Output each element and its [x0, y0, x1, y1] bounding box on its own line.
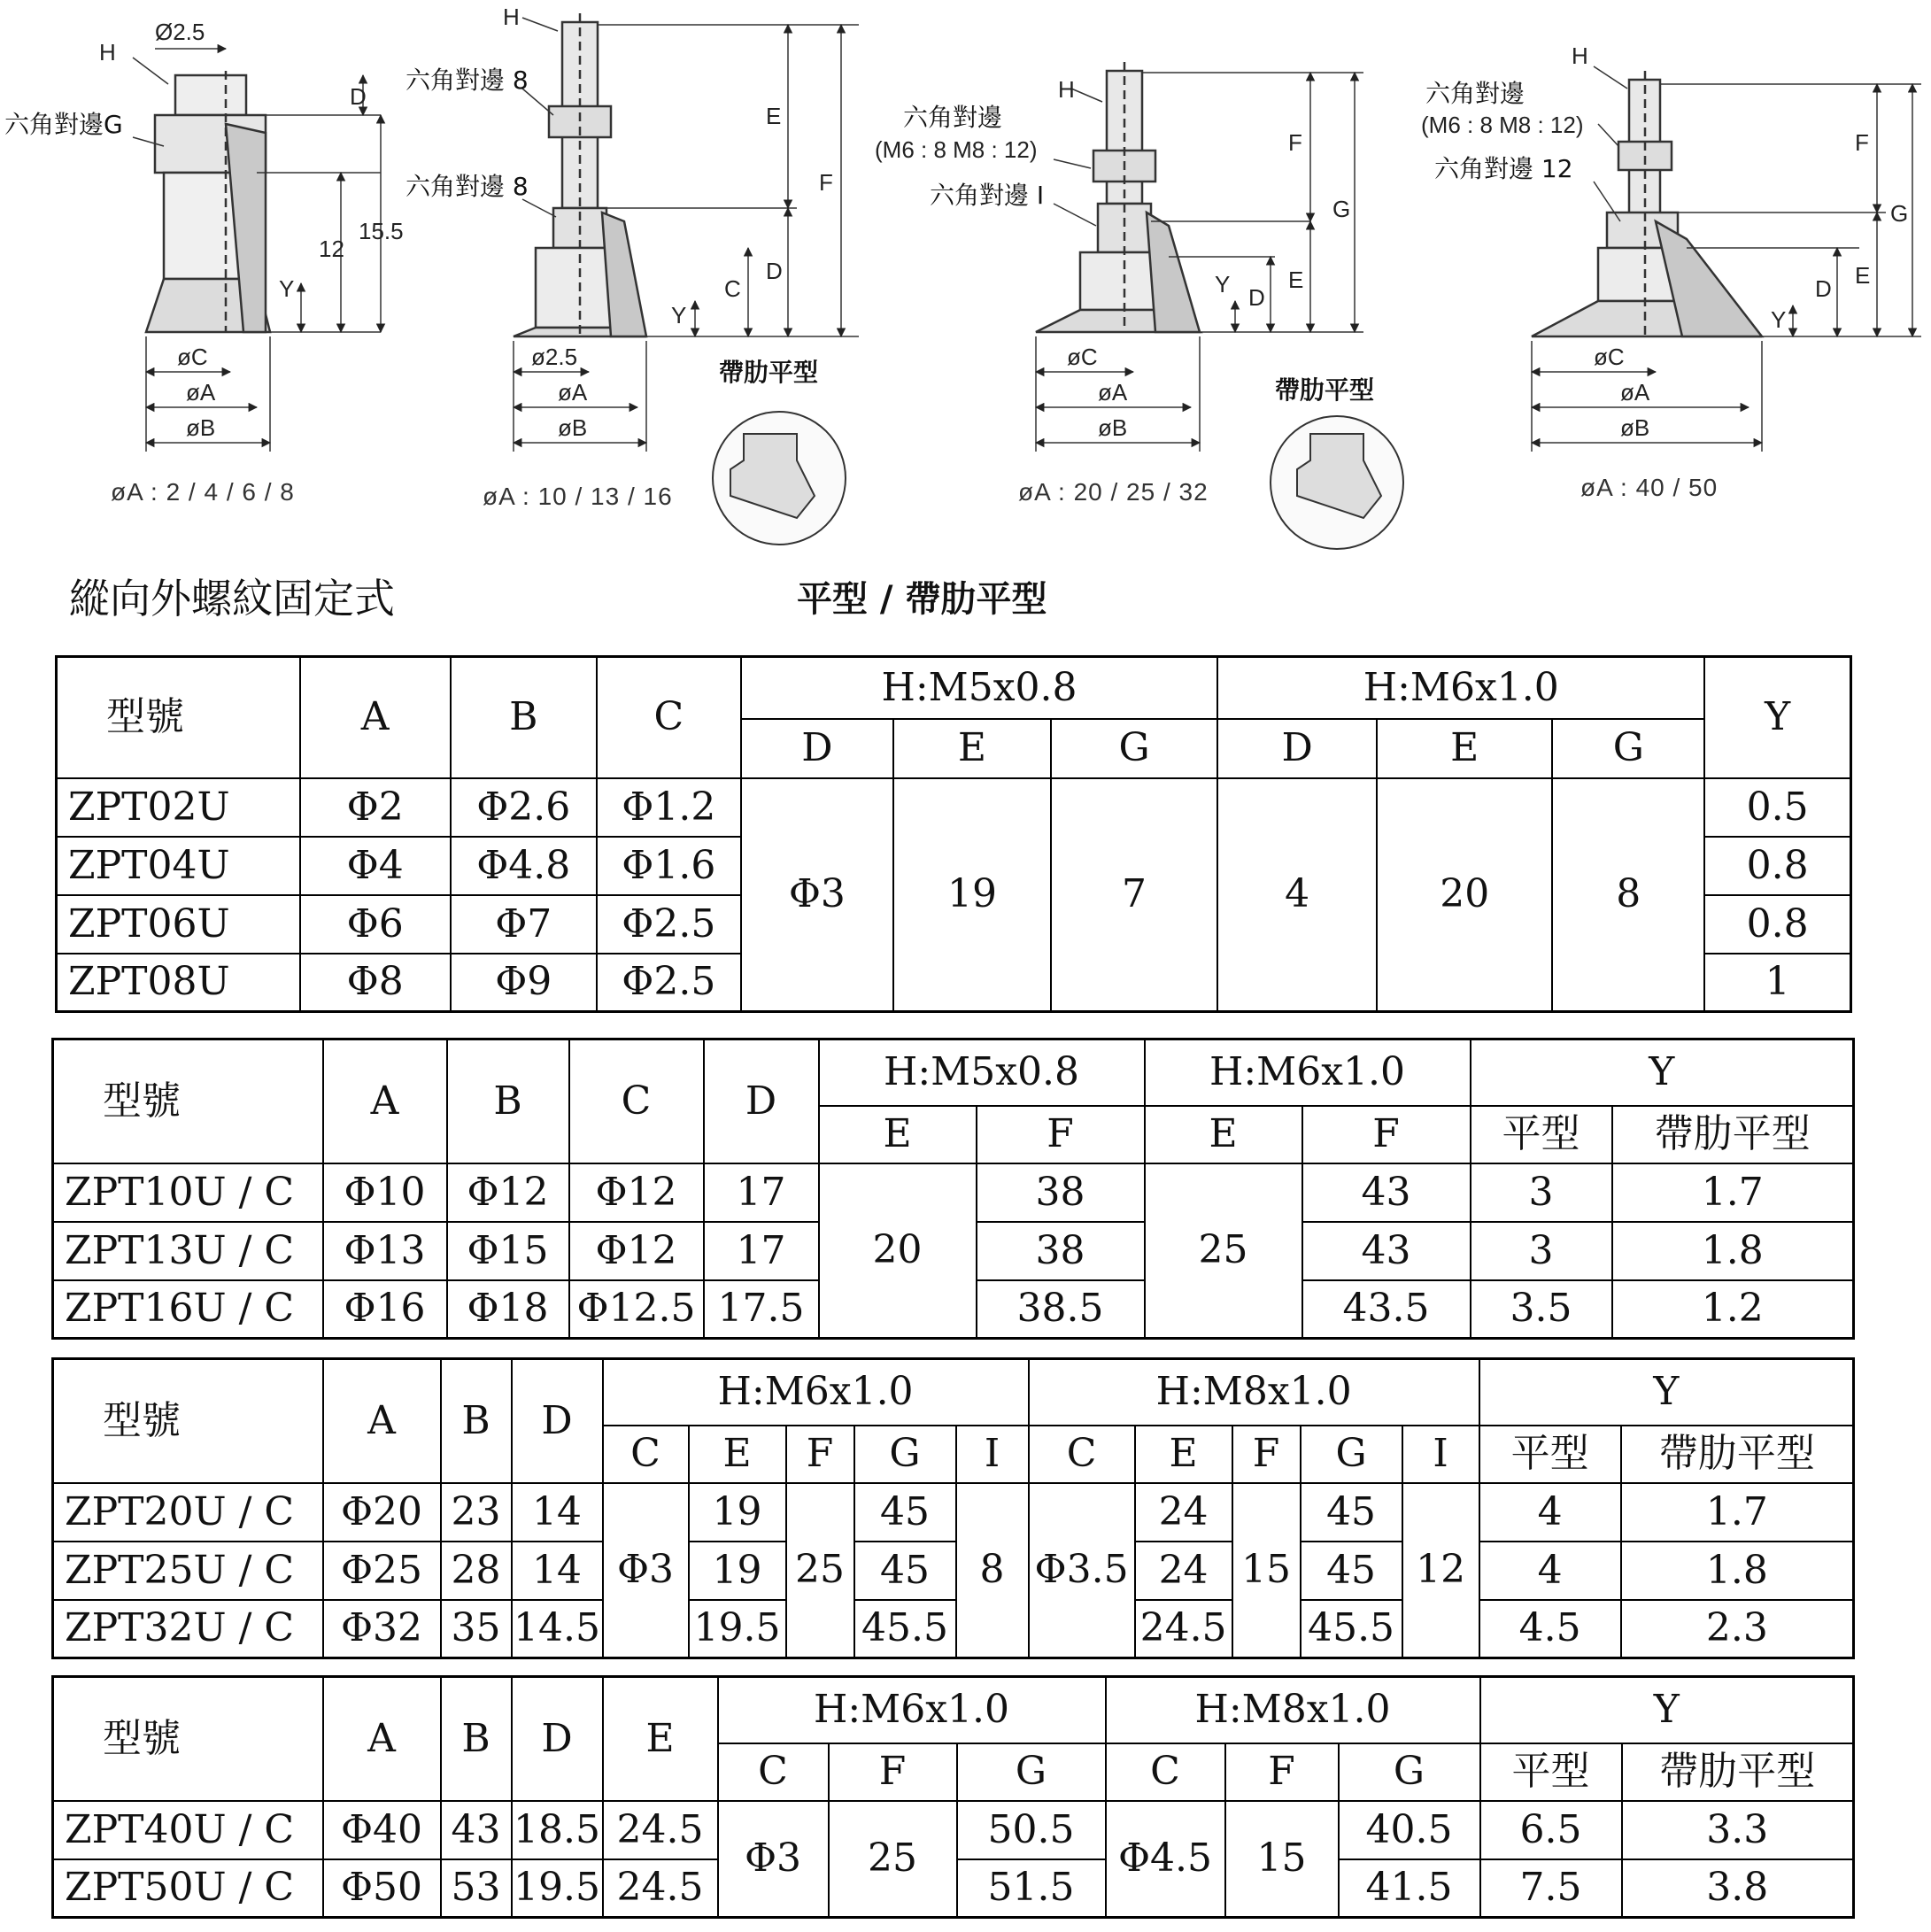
t1-r0-model: ZPT02U: [57, 778, 300, 837]
t1-header-e2: E: [1377, 719, 1552, 778]
t3-r0-model: ZPT20U / C: [53, 1483, 323, 1542]
t3-r1-g1: 45: [854, 1542, 956, 1600]
t1-r3-a: Φ8: [300, 954, 451, 1012]
d3-rib-label: 帶肋平型: [1275, 375, 1375, 405]
d2-d-label: D: [766, 258, 783, 284]
d3-d-label: D: [1248, 284, 1265, 311]
t1-r0-a: Φ2: [300, 778, 451, 837]
t4-header-m8: H:M8x1.0: [1106, 1677, 1480, 1743]
t1-header-e1: E: [893, 719, 1051, 778]
t1-r2-a: Φ6: [300, 895, 451, 954]
d3-c-label: øC: [1067, 344, 1098, 370]
d2-hex8a-label: 六角對邊 8: [406, 66, 529, 95]
t4-header-m6: H:M6x1.0: [718, 1677, 1106, 1743]
t3-header-f1: F: [786, 1426, 854, 1483]
t1-r2-y: 0.8: [1704, 895, 1850, 954]
t3-r2-b: 35: [441, 1600, 512, 1658]
t2-r0-flat: 3: [1471, 1163, 1612, 1222]
spec-table-3: [51, 1357, 1855, 1659]
t4-header-flat: 平型: [1480, 1743, 1622, 1801]
t2-r2-f1: 38.5: [977, 1280, 1145, 1339]
t2-r1-f2: 43: [1302, 1222, 1471, 1280]
d3-h-label: H: [1058, 76, 1075, 103]
t3-r2-e1: 19.5: [689, 1600, 786, 1658]
t3-r1-e1: 19: [689, 1542, 786, 1600]
t3-r1-g2: 45: [1301, 1542, 1402, 1600]
t1-header-y: Y: [1704, 657, 1850, 778]
t3-r0-flat: 4: [1479, 1483, 1621, 1542]
t2-header-model: 型號: [53, 1039, 323, 1163]
t1-r2-model: ZPT06U: [57, 895, 300, 954]
d3-hex-label: 六角對邊: [903, 103, 1003, 132]
d3-a-label: øA: [1098, 379, 1128, 406]
t3-header-rib: 帶肋平型: [1621, 1426, 1854, 1483]
t3-r1-e2: 24: [1135, 1542, 1232, 1600]
d2-e-label: E: [766, 103, 782, 129]
t2-header-m6: H:M6x1.0: [1145, 1039, 1471, 1106]
t2-header-b: B: [447, 1039, 569, 1163]
t4-header-model: 型號: [53, 1677, 323, 1801]
d2-b-label: øB: [558, 414, 588, 441]
t3-r1-a: Φ25: [323, 1542, 441, 1600]
t2-r0-b: Φ12: [447, 1163, 569, 1222]
d1-b-label: øB: [186, 414, 216, 441]
t1-r3-y: 1: [1704, 954, 1850, 1012]
d4-hex12-label: 六角對邊 12: [1434, 154, 1573, 183]
d3-g-label: G: [1332, 196, 1351, 222]
t3-m8-c: Φ3.5: [1029, 1483, 1135, 1658]
d4-h-label: H: [1572, 43, 1588, 69]
d4-e-label: E: [1855, 262, 1871, 289]
t3-r2-a: Φ32: [323, 1600, 441, 1658]
d2-a-label: øA: [558, 379, 588, 406]
drawings-svg: [0, 0, 1931, 638]
d1-y-label: Y: [279, 275, 295, 302]
t2-r1-rib: 1.8: [1612, 1222, 1854, 1280]
t2-header-d: D: [704, 1039, 819, 1163]
t1-r0-c: Φ1.2: [597, 778, 741, 837]
t3-r0-g2: 45: [1301, 1483, 1402, 1542]
d3-f-label: F: [1288, 129, 1302, 156]
d1-d-label: D: [350, 83, 367, 110]
t1-header-m6: H:M6x1.0: [1217, 657, 1704, 719]
t1-r3-b: Φ9: [451, 954, 597, 1012]
mount-type-title: 縱向外螺紋固定式: [69, 575, 395, 622]
t2-header-rib: 帶肋平型: [1612, 1106, 1854, 1163]
d4-b-label: øB: [1620, 414, 1650, 441]
drawing-3: [1036, 62, 1403, 549]
t3-r0-d: 14: [512, 1483, 603, 1542]
t4-r0-g1: 50.5: [957, 1801, 1106, 1859]
table-row: [53, 1542, 1854, 1600]
d2-h-label: H: [503, 4, 520, 30]
t3-r2-rib: 2.3: [1621, 1600, 1854, 1658]
t3-r0-a: Φ20: [323, 1483, 441, 1542]
t2-header-f2: F: [1302, 1106, 1471, 1163]
t4-header-c2: C: [1106, 1743, 1225, 1801]
d3-y-label: Y: [1215, 271, 1231, 298]
t3-header-g1: G: [854, 1426, 956, 1483]
t1-header-d2: D: [1217, 719, 1377, 778]
pad-type-title: 平型 / 帶肋平型: [797, 579, 1047, 620]
t4-r0-flat: 6.5: [1480, 1801, 1622, 1859]
t1-header-m5: H:M5x0.8: [741, 657, 1217, 719]
t4-header-a: A: [323, 1677, 441, 1801]
t2-r2-flat: 3.5: [1471, 1280, 1612, 1339]
t1-r0-b: Φ2.6: [451, 778, 597, 837]
t3-r2-e2: 24.5: [1135, 1600, 1232, 1658]
t4-r0-d: 18.5: [512, 1801, 603, 1859]
t2-r0-a: Φ10: [323, 1163, 447, 1222]
table-row: [53, 1600, 1854, 1658]
t2-header-e2: E: [1145, 1106, 1302, 1163]
t2-header-a: A: [323, 1039, 447, 1163]
d1-c-label: øC: [177, 344, 208, 370]
t2-r0-c: Φ12: [569, 1163, 704, 1222]
d2-phi25-label: ø2.5: [531, 344, 578, 370]
t3-r2-g1: 45.5: [854, 1600, 956, 1658]
technical-drawings: [0, 0, 1931, 638]
d3-caption: øA : 20 / 25 / 32: [1018, 478, 1209, 506]
t3-r0-b: 23: [441, 1483, 512, 1542]
d1-phi25-label: Ø2.5: [155, 19, 205, 45]
t4-m6-c: Φ3: [718, 1801, 829, 1918]
t2-r2-d: 17.5: [704, 1280, 819, 1339]
t4-header-d: D: [512, 1677, 603, 1801]
t4-r1-g1: 51.5: [957, 1859, 1106, 1918]
t4-header-f2: F: [1225, 1743, 1339, 1801]
t3-header-m6: H:M6x1.0: [603, 1359, 1029, 1426]
spec-table-4: [51, 1675, 1855, 1919]
t2-r1-b: Φ15: [447, 1222, 569, 1280]
drawing-4: [1532, 66, 1921, 452]
t3-r1-rib: 1.8: [1621, 1542, 1854, 1600]
t1-r1-a: Φ4: [300, 837, 451, 895]
t4-r1-flat: 7.5: [1480, 1859, 1622, 1918]
t4-header-f1: F: [829, 1743, 957, 1801]
t3-m6-f: 25: [786, 1483, 854, 1658]
t4-header-c1: C: [718, 1743, 829, 1801]
t2-r2-a: Φ16: [323, 1280, 447, 1339]
t3-r1-flat: 4: [1479, 1542, 1621, 1600]
t2-r0-f1: 38: [977, 1163, 1145, 1222]
d3-e-label: E: [1288, 267, 1304, 293]
t1-m5-e: 19: [893, 778, 1051, 1012]
t2-m5-e: 20: [819, 1163, 977, 1339]
d4-caption: øA : 40 / 50: [1580, 474, 1719, 501]
t3-m6-i: 8: [956, 1483, 1029, 1658]
drawing-2: [514, 13, 859, 545]
t1-r1-c: Φ1.6: [597, 837, 741, 895]
table-row: [53, 1801, 1854, 1859]
spec-table-1: [55, 655, 1852, 1013]
t1-r3-c: Φ2.5: [597, 954, 741, 1012]
t4-r1-d: 19.5: [512, 1859, 603, 1918]
t1-r2-c: Φ2.5: [597, 895, 741, 954]
t1-m5-g: 7: [1051, 778, 1217, 1012]
t4-r1-b: 53: [441, 1859, 512, 1918]
d2-hex8b-label: 六角對邊 8: [406, 172, 529, 201]
t3-r0-rib: 1.7: [1621, 1483, 1854, 1542]
t2-header-m5: H:M5x0.8: [819, 1039, 1145, 1106]
d4-y-label: Y: [1771, 306, 1787, 333]
t3-header-m8: H:M8x1.0: [1029, 1359, 1479, 1426]
t1-header-a: A: [300, 657, 451, 778]
t4-r0-b: 43: [441, 1801, 512, 1859]
t1-header-c: C: [597, 657, 741, 778]
d2-caption: øA : 10 / 13 / 16: [483, 483, 673, 510]
t1-header-b: B: [451, 657, 597, 778]
d1-h-label: H: [99, 39, 116, 66]
t3-header-d: D: [512, 1359, 603, 1483]
d3-b-label: øB: [1098, 414, 1128, 441]
t4-m8-f: 15: [1225, 1801, 1339, 1918]
t4-r0-rib: 3.3: [1622, 1801, 1854, 1859]
t4-r1-a: Φ50: [323, 1859, 441, 1918]
t2-r1-a: Φ13: [323, 1222, 447, 1280]
t3-header-y: Y: [1479, 1359, 1854, 1426]
t2-header-e1: E: [819, 1106, 977, 1163]
d2-y-label: Y: [671, 302, 687, 328]
t4-r1-e: 24.5: [603, 1859, 718, 1918]
t1-header-model: 型號: [57, 657, 300, 778]
t4-r1-model: ZPT50U / C: [53, 1859, 323, 1918]
t3-header-f2: F: [1232, 1426, 1301, 1483]
t3-header-e1: E: [689, 1426, 786, 1483]
t3-r2-flat: 4.5: [1479, 1600, 1621, 1658]
t3-header-i2: I: [1402, 1426, 1479, 1483]
t1-header-g1: G: [1051, 719, 1217, 778]
t3-header-flat: 平型: [1479, 1426, 1621, 1483]
t3-m8-f: 15: [1232, 1483, 1301, 1658]
t4-header-b: B: [441, 1677, 512, 1801]
t3-header-model: 型號: [53, 1359, 323, 1483]
t2-m6-e: 25: [1145, 1163, 1302, 1339]
t3-r0-e1: 19: [689, 1483, 786, 1542]
t2-r0-f2: 43: [1302, 1163, 1471, 1222]
t4-r1-g2: 41.5: [1339, 1859, 1480, 1918]
t4-r0-g2: 40.5: [1339, 1801, 1480, 1859]
d2-f-label: F: [819, 169, 833, 196]
t3-r2-g2: 45.5: [1301, 1600, 1402, 1658]
t2-r1-model: ZPT13U / C: [53, 1222, 323, 1280]
t2-header-y: Y: [1471, 1039, 1854, 1106]
t1-r2-b: Φ7: [451, 895, 597, 954]
table-row: [53, 1163, 1854, 1222]
d1-155-label: 15.5: [359, 218, 404, 244]
t4-r0-a: Φ40: [323, 1801, 441, 1859]
t1-m6-d: 4: [1217, 778, 1377, 1012]
d1-caption: øA : 2 / 4 / 6 / 8: [111, 478, 295, 506]
t1-m5-d: Φ3: [741, 778, 893, 1012]
table-row: [53, 1483, 1854, 1542]
d2-rib-label: 帶肋平型: [719, 358, 819, 387]
t2-r0-model: ZPT10U / C: [53, 1163, 323, 1222]
t1-r0-y: 0.5: [1704, 778, 1850, 837]
d4-d-label: D: [1815, 275, 1832, 302]
t3-r2-model: ZPT32U / C: [53, 1600, 323, 1658]
t4-header-e: E: [603, 1677, 718, 1801]
t4-header-g1: G: [957, 1743, 1106, 1801]
t2-r1-flat: 3: [1471, 1222, 1612, 1280]
t3-header-b: B: [441, 1359, 512, 1483]
t3-header-c1: C: [603, 1426, 689, 1483]
d1-a-label: øA: [186, 379, 216, 406]
t1-header-d1: D: [741, 719, 893, 778]
t1-r1-model: ZPT04U: [57, 837, 300, 895]
t2-header-c: C: [569, 1039, 704, 1163]
t2-r2-f2: 43.5: [1302, 1280, 1471, 1339]
t2-header-flat: 平型: [1471, 1106, 1612, 1163]
t1-r3-model: ZPT08U: [57, 954, 300, 1012]
d1-hexg-label: 六角對邊G: [4, 110, 123, 139]
t1-m6-g: 8: [1552, 778, 1704, 1012]
t4-m8-c: Φ4.5: [1106, 1801, 1225, 1918]
d4-a-label: øA: [1620, 379, 1650, 406]
t1-m6-e: 20: [1377, 778, 1552, 1012]
t1-header-g2: G: [1552, 719, 1704, 778]
t3-r1-model: ZPT25U / C: [53, 1542, 323, 1600]
t2-r0-rib: 1.7: [1612, 1163, 1854, 1222]
t2-r2-c: Φ12.5: [569, 1280, 704, 1339]
d2-c-label: C: [724, 275, 741, 302]
t2-r1-f1: 38: [977, 1222, 1145, 1280]
spec-table-2: [51, 1038, 1855, 1340]
t1-r1-b: Φ4.8: [451, 837, 597, 895]
d4-f-label: F: [1855, 129, 1869, 156]
t3-m6-c: Φ3: [603, 1483, 689, 1658]
t4-m6-f: 25: [829, 1801, 957, 1918]
t2-header-f1: F: [977, 1106, 1145, 1163]
t4-r1-rib: 3.8: [1622, 1859, 1854, 1918]
t4-r0-model: ZPT40U / C: [53, 1801, 323, 1859]
t4-r0-e: 24.5: [603, 1801, 718, 1859]
t3-header-e2: E: [1135, 1426, 1232, 1483]
t3-r0-g1: 45: [854, 1483, 956, 1542]
t2-r1-c: Φ12: [569, 1222, 704, 1280]
t4-header-y: Y: [1480, 1677, 1854, 1743]
t2-r2-rib: 1.2: [1612, 1280, 1854, 1339]
d4-c-label: øC: [1594, 344, 1625, 370]
t3-header-c2: C: [1029, 1426, 1135, 1483]
d1-12-label: 12: [319, 236, 344, 262]
t2-r0-d: 17: [704, 1163, 819, 1222]
t3-r2-d: 14.5: [512, 1600, 603, 1658]
d3-hexi-label: 六角對邊 I: [930, 181, 1045, 210]
table-row: [57, 778, 1851, 837]
t3-header-g2: G: [1301, 1426, 1402, 1483]
t4-header-rib: 帶肋平型: [1622, 1743, 1854, 1801]
t2-r2-model: ZPT16U / C: [53, 1280, 323, 1339]
d3-hex-sub-label: (M6 : 8 M8 : 12): [875, 136, 1038, 163]
t4-header-g2: G: [1339, 1743, 1480, 1801]
t2-r1-d: 17: [704, 1222, 819, 1280]
t2-r2-b: Φ18: [447, 1280, 569, 1339]
d4-hex-sub-label: (M6 : 8 M8 : 12): [1421, 112, 1584, 138]
t3-r1-d: 14: [512, 1542, 603, 1600]
t3-m8-i: 12: [1402, 1483, 1479, 1658]
d4-g-label: G: [1890, 200, 1909, 227]
d4-hex-label: 六角對邊: [1425, 79, 1525, 108]
t3-r0-e2: 24: [1135, 1483, 1232, 1542]
t3-header-a: A: [323, 1359, 441, 1483]
t3-header-i1: I: [956, 1426, 1029, 1483]
t3-r1-b: 28: [441, 1542, 512, 1600]
t1-r1-y: 0.8: [1704, 837, 1850, 895]
